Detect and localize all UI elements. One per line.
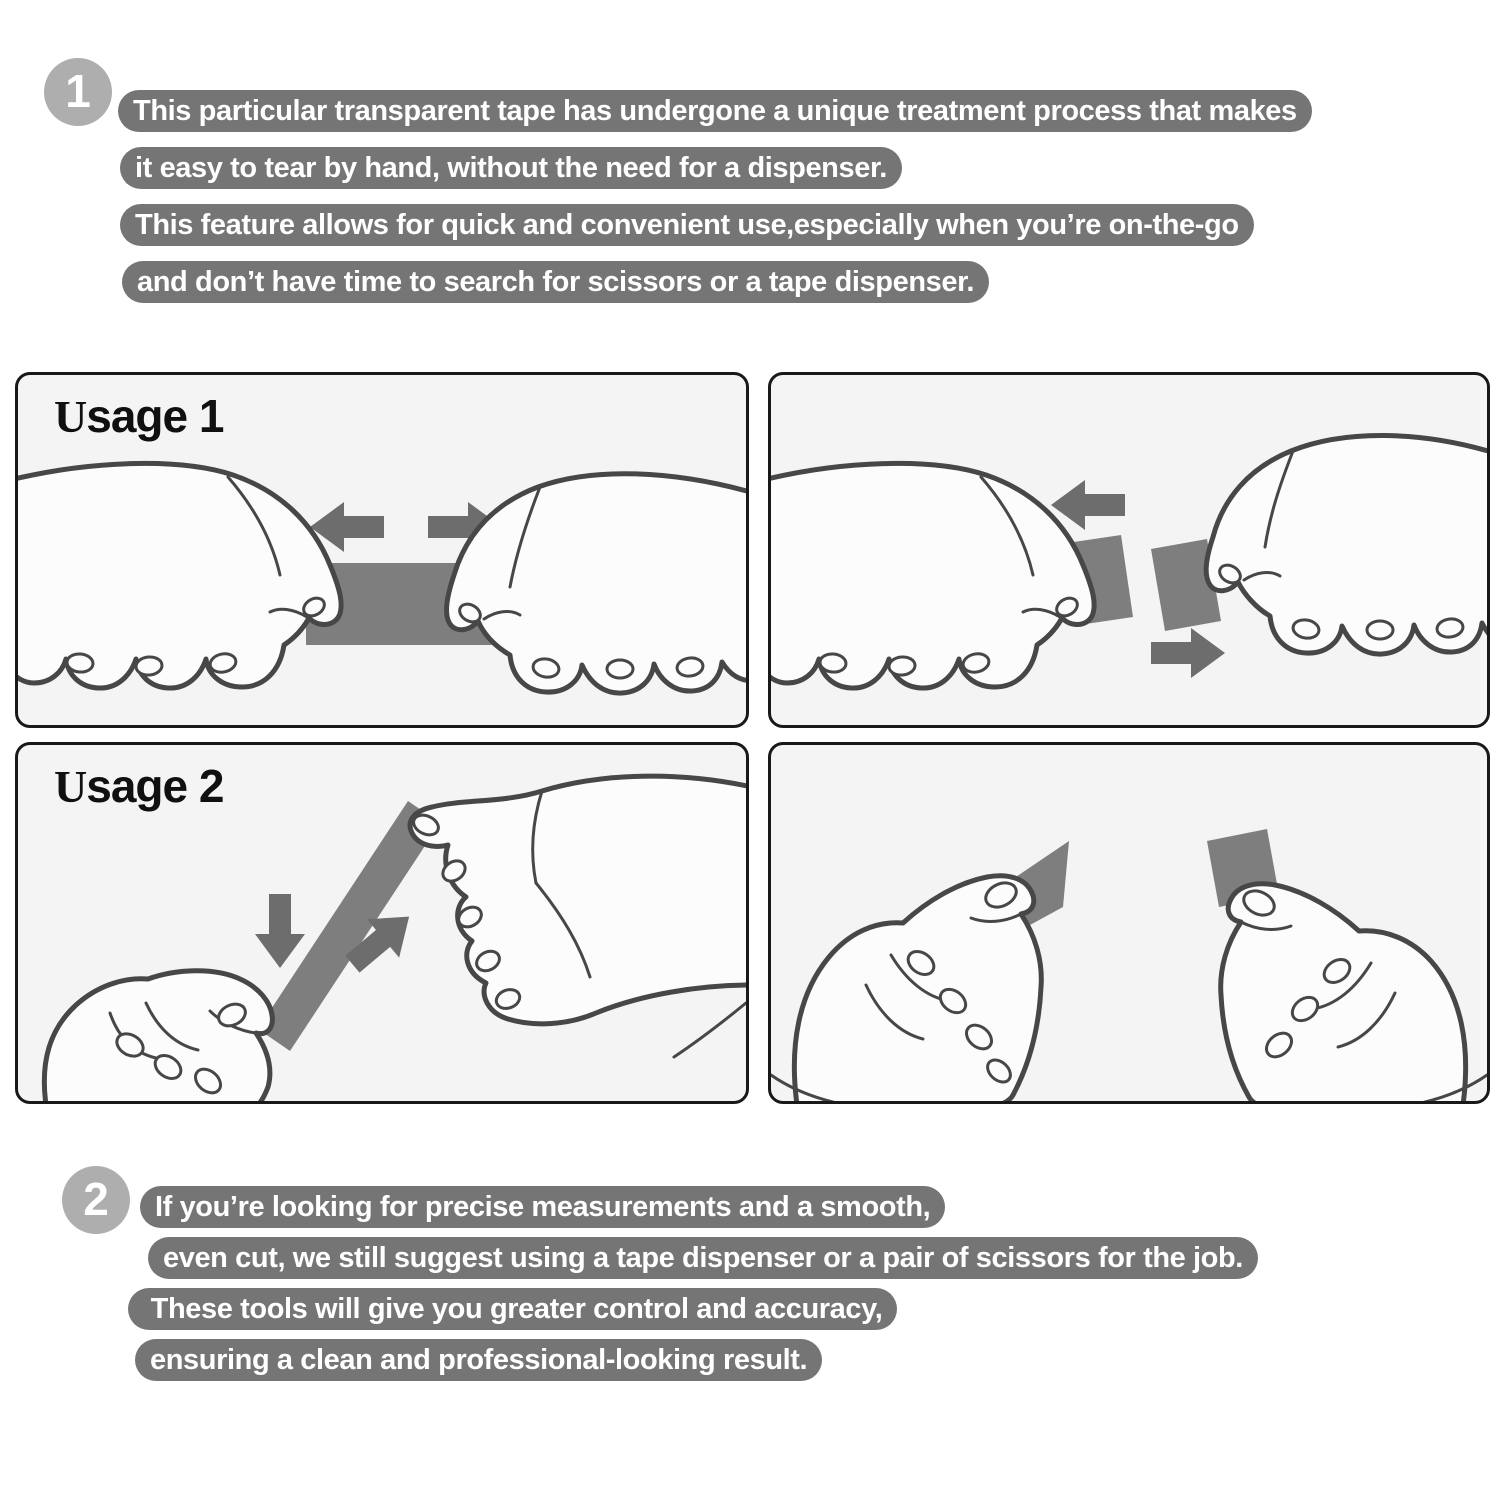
usage-2-label: Usage 2 xyxy=(54,760,224,812)
step-2-badge: 2 xyxy=(62,1166,130,1234)
arrow-right-icon xyxy=(1151,628,1225,678)
step-2-line: even cut, we still suggest using a tape dispenser or a pair of scissors for the job. xyxy=(148,1237,1258,1279)
usage-1-torn-panel xyxy=(768,372,1490,728)
right-hand-illustration xyxy=(1206,435,1487,654)
left-hand-illustration xyxy=(18,463,341,688)
step-2-text-block xyxy=(140,1186,1258,1390)
step-1-badge: 1 xyxy=(44,58,112,126)
left-fist-illustration xyxy=(771,876,1041,1101)
step-1-line: and don’t have time to search for scissors or a tape dispenser. xyxy=(122,261,989,303)
usage-1-label: Usage 1 xyxy=(54,390,224,442)
step-1-text-block xyxy=(118,90,1312,318)
left-fist-illustration xyxy=(44,971,272,1101)
right-fist-illustration xyxy=(1221,884,1487,1101)
usage-1-pull-panel xyxy=(15,372,749,728)
step-1-line: This particular transparent tape has undergone a unique treatment process that makes xyxy=(118,90,1312,132)
arrow-left-icon xyxy=(1051,480,1125,530)
step-1-line: it easy to tear by hand, without the need for a dispenser. xyxy=(120,147,902,189)
step-2-line: These tools will give you greater control and accuracy, xyxy=(128,1288,897,1330)
step-1-line: This feature allows for quick and convenient use,especially when you’re on-the-go xyxy=(120,204,1254,246)
step-2-line: If you’re looking for precise measurements and a smooth, xyxy=(140,1186,945,1228)
usage-2-torn-illustration xyxy=(771,745,1487,1101)
usage-1-torn-illustration xyxy=(771,375,1487,725)
usage-2-torn-panel xyxy=(768,742,1490,1104)
arrow-down-icon xyxy=(255,894,305,968)
right-hand-illustration xyxy=(410,776,746,1057)
right-hand-illustration xyxy=(447,474,746,693)
usage-2-angle-panel xyxy=(15,742,749,1104)
step-2-line: ensuring a clean and professional-looking result. xyxy=(135,1339,822,1381)
left-hand-illustration xyxy=(771,463,1094,688)
